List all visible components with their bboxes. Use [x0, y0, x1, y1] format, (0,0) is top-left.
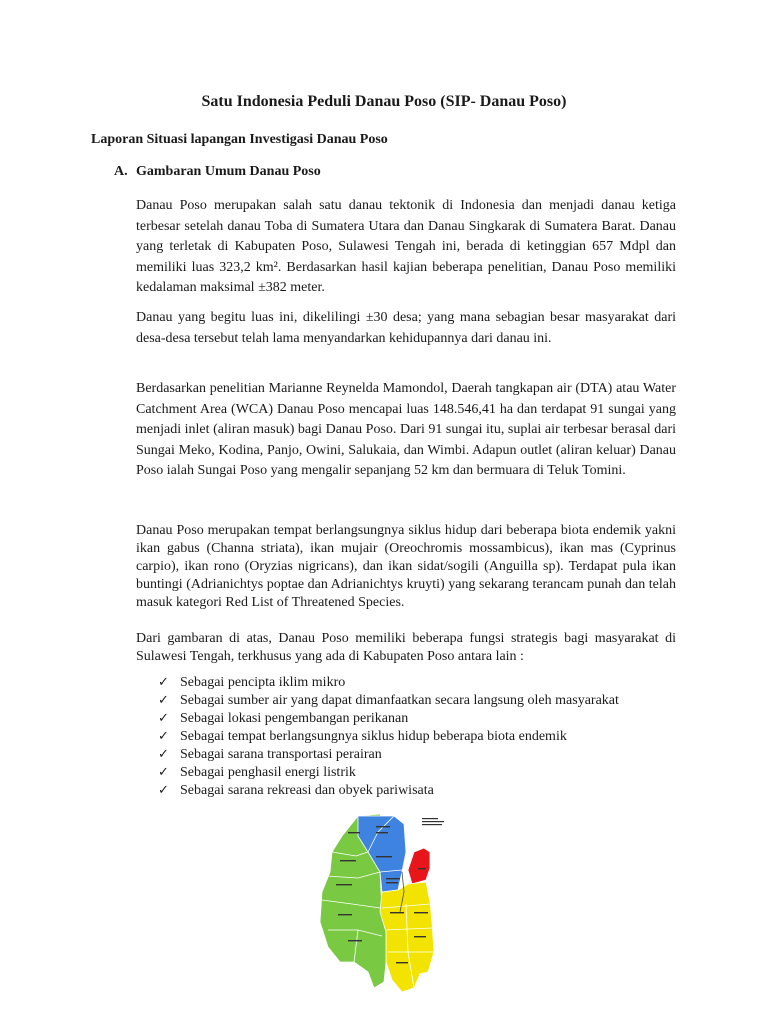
- checkmark-icon: ✓: [158, 765, 169, 780]
- function-checklist: [158, 674, 619, 800]
- section-heading-text: Gambaran Umum Danau Poso: [136, 164, 321, 179]
- paragraph-1: Danau Poso merupakan salah satu danau tektonik di Indonesia dan menjadi danau ketiga terbesar setelah danau Toba di Sumatera Utara dan Danau Singkarak di Sumatera Barat. Danau yang terletak di Kabupaten Poso, Sulawesi Tengah ini, berada di ketinggian 657 Mdpl dan memiliki luas 323,2 km². Berdasarkan hasil kajian beberapa penelitian, Danau Poso memiliki kedalaman maksimal ±382 meter.: [136, 198, 676, 295]
- checklist-item: ✓ Sebagai tempat berlangsungnya siklus hidup beberapa biota endemik: [158, 729, 567, 744]
- checklist-item: ✓ Sebagai sarana transportasi perairan: [158, 747, 382, 762]
- checkmark-icon: ✓: [158, 747, 169, 762]
- checkmark-icon: ✓: [158, 693, 169, 708]
- checkmark-icon: ✓: [158, 711, 169, 726]
- paragraph-2: Danau yang begitu luas ini, dikelilingi ±30 desa; yang mana sebagian besar masyarakat dari desa-desa tersebut telah lama menyandarkan kehidupannya dari danau ini.: [136, 310, 676, 346]
- checklist-item: ✓ Sebagai penghasil energi listrik: [158, 765, 356, 780]
- section-letter: A.: [114, 164, 128, 179]
- paragraph-3: Berdasarkan penelitian Marianne Reynelda Mamondol, Daerah tangkapan air (DTA) atau Water Catchment Area (WCA) Danau Poso mencapai luas 148.546,41 ha dan terdapat 91 sungai yang menjadi inlet (aliran masuk) bagi Danau Poso. Dari 91 sungai itu, suplai air terbesar berasal dari Sungai Meko, Kodina, Panjo, Owini, Salukaia, dan Wimbi. Adapun outlet (aliran keluar) Danau Poso ialah Sungai Poso yang mengalir sepanjang 52 km dan bermuara di Teluk Tomini.: [136, 381, 676, 478]
- map-legend: [422, 818, 444, 825]
- page-title: Satu Indonesia Peduli Danau Poso (SIP- Danau Poso): [201, 93, 567, 110]
- section-heading: [114, 164, 321, 180]
- checkmark-icon: ✓: [158, 783, 169, 798]
- checklist-item: ✓ Sebagai pencipta iklim mikro: [158, 675, 346, 690]
- paragraph-4: Danau Poso merupakan tempat berlangsungnya siklus hidup dari beberapa biota endemik yakni ikan gabus (Channa striata), ikan mujair (Oreochromis mossambicus), ikan mas (Cyprinus carpio), ikan rono (Oryzias nigricans), dan ikan sidat/sogili (Anguilla sp). Terdapat pula ikan buntingi (Adrianichtys poptae dan Adrianichtys kruyti) yang sekarang terancam punah dan telah masuk kategori Red List of Threatened Species.: [136, 523, 676, 610]
- checklist-item: ✓ Sebagai sumber air yang dapat dimanfaatkan secara langsung oleh masyarakat: [158, 693, 619, 708]
- report-subtitle: Laporan Situasi lapangan Investigasi Danau Poso: [91, 132, 388, 147]
- checklist-item: ✓ Sebagai lokasi pengembangan perikanan: [158, 711, 409, 726]
- map-region-northeast: [408, 848, 430, 884]
- checkmark-icon: ✓: [158, 675, 169, 690]
- paragraph-5: Dari gambaran di atas, Danau Poso memiliki beberapa fungsi strategis bagi masyarakat di Sulawesi Tengah, terkhusus yang ada di Kabupaten Poso antara lain :: [136, 631, 676, 664]
- poso-district-map: [318, 812, 450, 992]
- checkmark-icon: ✓: [158, 729, 169, 744]
- checklist-item: ✓ Sebagai sarana rekreasi dan obyek pariwisata: [158, 783, 434, 798]
